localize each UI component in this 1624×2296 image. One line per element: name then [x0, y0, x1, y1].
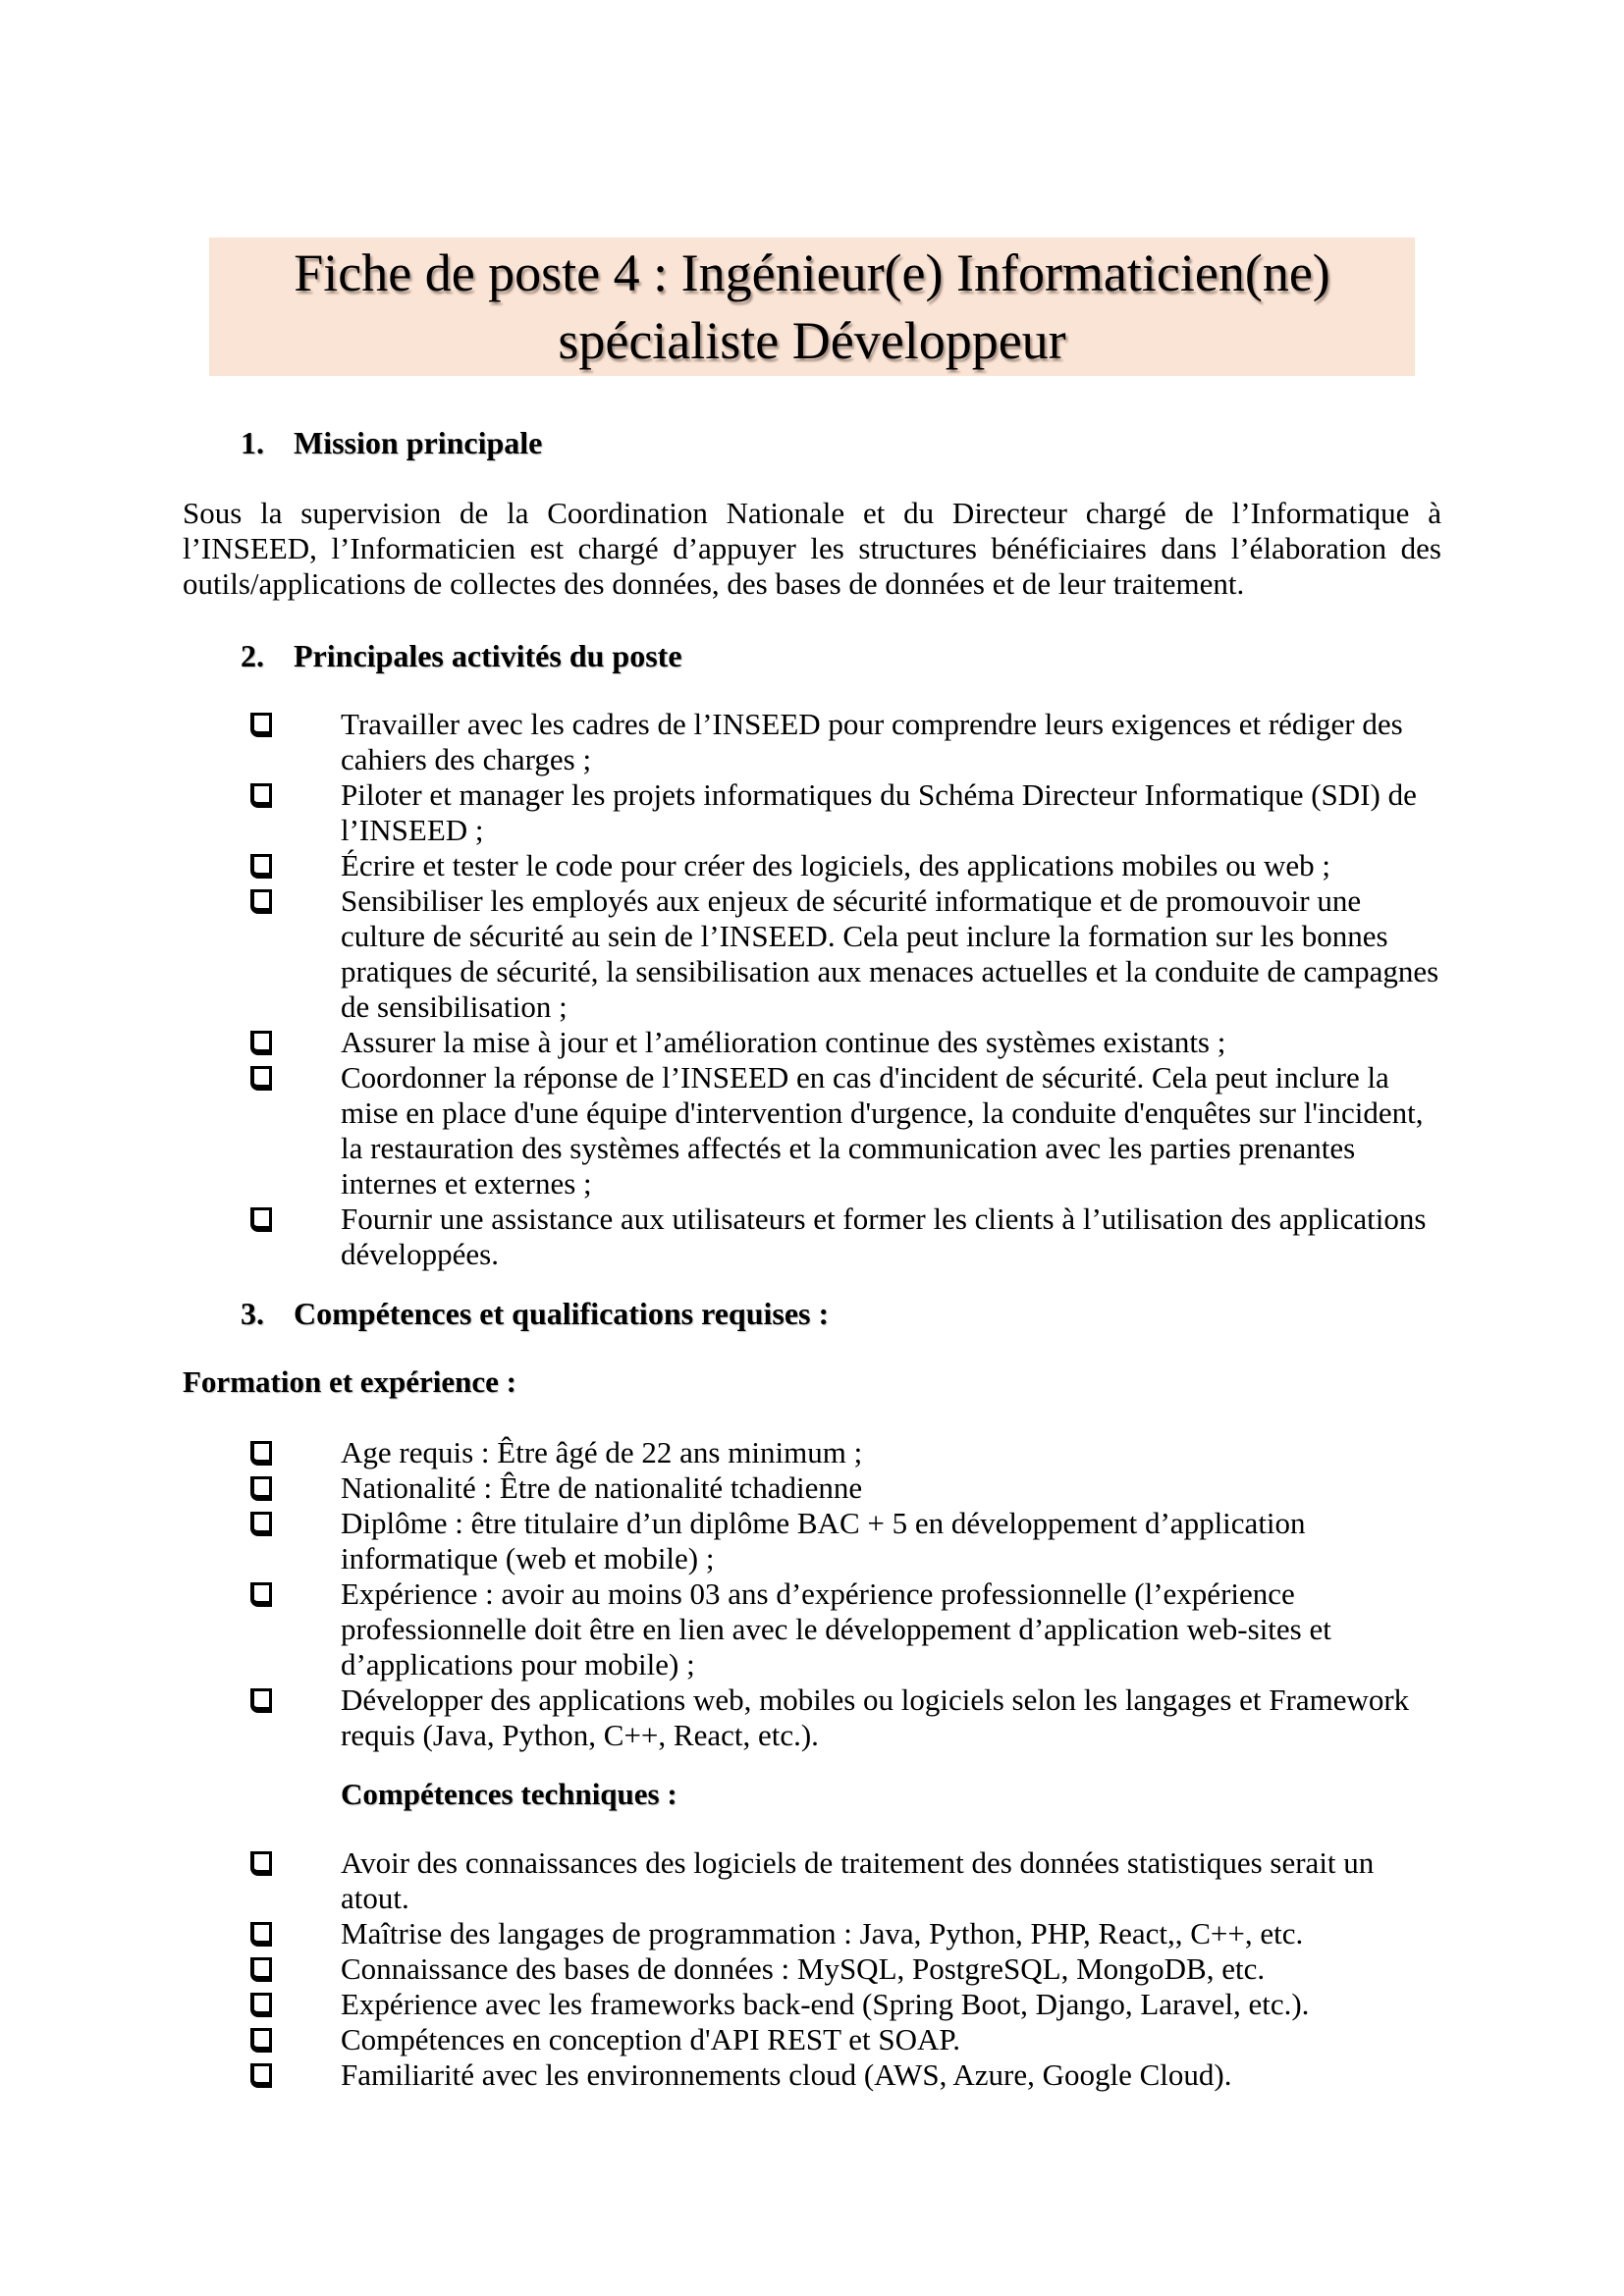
checkbox-bullet-icon [250, 854, 272, 879]
list-item-text: Expérience avec les frameworks back-end (Spring Boot, Django, Laravel, etc.). [341, 1987, 1310, 2021]
checkbox-bullet-icon [250, 1957, 272, 1982]
checkbox-bullet-icon [250, 1441, 272, 1466]
list-item-text: Développer des applications web, mobiles ou logiciels selon les langages et Framework requis (Java, Python, C++, React, etc.). [341, 1682, 1410, 1752]
list-item [183, 1576, 1441, 1682]
list-item-text: Diplôme : être titulaire d’un diplôme BAC + 5 en développement d’application informatique (web et mobile) ; [341, 1506, 1306, 1575]
title-banner [209, 238, 1415, 376]
list-item [183, 707, 1441, 777]
activities-list [183, 707, 1441, 1272]
list-item-text: Avoir des connaissances des logiciels de traitement des données statistiques serait un atout. [341, 1845, 1375, 1915]
list-item-text: Expérience : avoir au moins 03 ans d’expérience professionnelle (l’expérience professionnelle doit être en lien avec le développement d’application web-sites et d’applications pour mobile) ; [341, 1576, 1331, 1682]
section-1-number: 1. [241, 425, 264, 460]
formation-heading: Formation et expérience : [183, 1364, 517, 1399]
checkbox-bullet-icon [250, 713, 272, 737]
list-item [183, 1987, 1441, 2022]
list-item [183, 1025, 1441, 1060]
list-item-text: Assurer la mise à jour et l’amélioration continue des systèmes existants ; [341, 1025, 1226, 1059]
list-item-text: Écrire et tester le code pour créer des logiciels, des applications mobiles ou web ; [341, 848, 1330, 882]
list-item-text: Piloter et manager les projets informatiques du Schéma Directeur Informatique (SDI) de l’INSEED ; [341, 777, 1417, 847]
list-item [183, 1916, 1441, 1951]
list-item-text: Age requis : Être âgé de 22 ans minimum ; [341, 1435, 863, 1469]
checkbox-bullet-icon [250, 1688, 272, 1713]
document-title-line2: spécialiste Développeur [558, 311, 1066, 370]
list-item-text: Fournir une assistance aux utilisateurs et former les clients à l’utilisation des applications développées. [341, 1201, 1427, 1271]
checkbox-bullet-icon [250, 1207, 272, 1232]
section-3-heading [241, 1296, 1441, 1331]
list-item [183, 883, 1441, 1025]
document-title-line1: Fiche de poste 4 : Ingénieur(e) Informaticien(ne) [294, 243, 1330, 302]
checkbox-bullet-icon [250, 783, 272, 808]
list-item [183, 1845, 1441, 1916]
list-item [183, 848, 1441, 883]
list-item [183, 2022, 1441, 2057]
section-1-title: Mission principale [294, 425, 543, 460]
section-3-title: Compétences et qualifications requises : [294, 1296, 830, 1331]
list-item-text: Familiarité avec les environnements cloud (AWS, Azure, Google Cloud). [341, 2057, 1232, 2092]
list-item [183, 1435, 1441, 1470]
list-item [183, 1506, 1441, 1576]
list-item [183, 1201, 1441, 1272]
checkbox-bullet-icon [250, 2028, 272, 2053]
checkbox-bullet-icon [250, 1922, 272, 1947]
section-2-title: Principales activités du poste [294, 638, 682, 673]
list-item [183, 777, 1441, 848]
checkbox-bullet-icon [250, 1993, 272, 2017]
list-item-text: Compétences en conception d'API REST et SOAP. [341, 2022, 960, 2056]
section-2-heading [241, 638, 1441, 673]
checkbox-bullet-icon [250, 1066, 272, 1091]
list-item-text: Travailler avec les cadres de l’INSEED pour comprendre leurs exigences et rédiger des cahiers des charges ; [341, 707, 1403, 776]
checkbox-bullet-icon [250, 1512, 272, 1536]
technique-heading: Compétences techniques : [341, 1777, 677, 1811]
list-item [183, 1470, 1441, 1506]
list-item [183, 2057, 1441, 2093]
list-item [183, 1951, 1441, 1987]
list-item-text: Coordonner la réponse de l’INSEED en cas d'incident de sécurité. Cela peut inclure la mise en place d'une équipe d'intervention d'urgence, la conduite d'enquêtes sur l'incident, la restauration des systèmes affectés et la communication avec les parties prenantes internes et externes ; [341, 1060, 1424, 1201]
checkbox-bullet-icon [250, 1476, 272, 1501]
list-item [183, 1682, 1441, 1753]
list-item-text: Sensibiliser les employés aux enjeux de sécurité informatique et de promouvoir une culture de sécurité au sein de l’INSEED. Cela peut inclure la formation sur les bonnes pratiques de sécurité, la sensibilisation aux menaces actuelles et la conduite de campagnes de sensibilisation ; [341, 883, 1439, 1024]
formation-list [183, 1435, 1441, 1753]
mission-paragraph: Sous la supervision de la Coordination Nationale et du Directeur chargé de l’Informatique à l’INSEED, l’Informaticien est chargé d’appuyer les structures bénéficiaires dans l’élaboration des outils/applications de collectes des données, des bases de données et de leur traitement. [183, 496, 1441, 601]
checkbox-bullet-icon [250, 1582, 272, 1607]
checkbox-bullet-icon [250, 889, 272, 914]
list-item-text: Connaissance des bases de données : MySQL, PostgreSQL, MongoDB, etc. [341, 1951, 1266, 1986]
technique-list [183, 1845, 1441, 2093]
checkbox-bullet-icon [250, 1851, 272, 1876]
checkbox-bullet-icon [250, 1031, 272, 1055]
list-item-text: Maîtrise des langages de programmation : Java, Python, PHP, React,, C++, etc. [341, 1916, 1304, 1950]
checkbox-bullet-icon [250, 2063, 272, 2088]
section-3-number: 3. [241, 1296, 264, 1331]
section-1-heading [241, 425, 1441, 460]
list-item [183, 1060, 1441, 1201]
list-item-text: Nationalité : Être de nationalité tchadienne [341, 1470, 863, 1505]
section-2-number: 2. [241, 638, 264, 673]
